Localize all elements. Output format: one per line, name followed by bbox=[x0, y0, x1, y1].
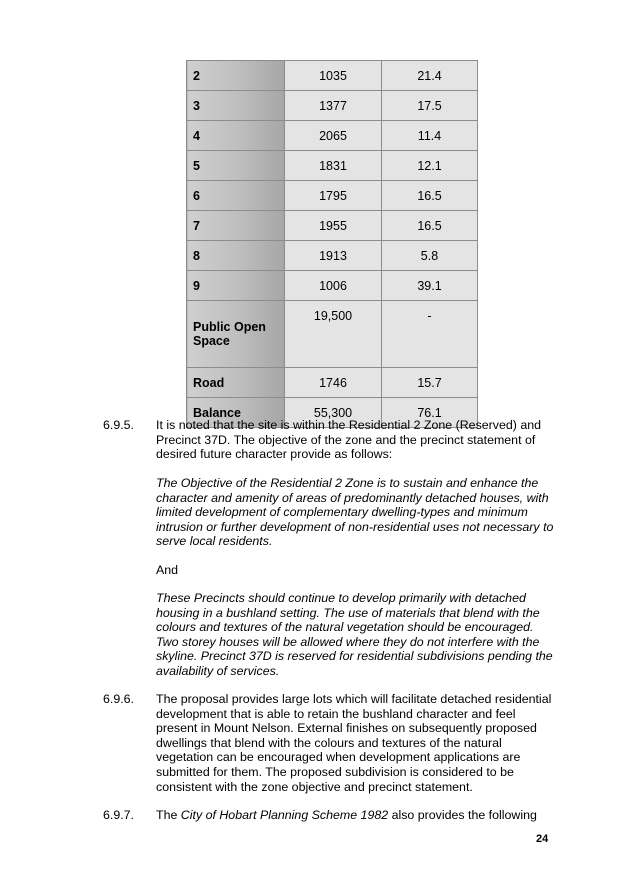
lot-cell: 6 bbox=[187, 181, 285, 211]
area-cell: 55,300 bbox=[285, 398, 382, 428]
page-number: 24 bbox=[536, 833, 549, 845]
table-row bbox=[187, 151, 478, 181]
value-cell: 21.4 bbox=[382, 61, 478, 91]
text-after: also provides the following bbox=[388, 808, 537, 822]
table-row bbox=[187, 91, 478, 121]
table-row bbox=[187, 121, 478, 151]
planning-scheme-title: City of Hobart Planning Scheme 1982 bbox=[180, 808, 389, 822]
lot-cell: 2 bbox=[187, 61, 285, 91]
value-cell: 16.5 bbox=[382, 181, 478, 211]
table-row bbox=[187, 301, 478, 368]
section-number-6-9-7: 6.9.7. bbox=[103, 808, 135, 822]
table-row bbox=[187, 368, 478, 398]
section-6-9-5-text: It is noted that the site is within the Residential 2 Zone (Reserved) and Precinct 37D. The objective of the zone and the precinct statement of desired future character provide as follows: bbox=[156, 418, 542, 462]
section-number-6-9-6: 6.9.6. bbox=[103, 692, 135, 706]
lot-cell: 5 bbox=[187, 151, 285, 181]
value-cell: 12.1 bbox=[382, 151, 478, 181]
value-cell: 15.7 bbox=[382, 368, 478, 398]
lot-area-table bbox=[186, 60, 478, 428]
table-row bbox=[187, 241, 478, 271]
lot-cell: 3 bbox=[187, 91, 285, 121]
area-cell: 1377 bbox=[285, 91, 382, 121]
table-row bbox=[187, 61, 478, 91]
area-cell: 1746 bbox=[285, 368, 382, 398]
section-6-9-7-text bbox=[156, 808, 556, 823]
section-6-9-6-text: The proposal provides large lots which will facilitate detached residential development that is able to retain the bushland character and feel present in Mount Nelson. External finishes on subsequently proposed dwellings that blend with the colours and textures of the natural vegetation can be encouraged when development applications are submitted for them. The proposed subdivision is considered to be consistent with the zone objective and precinct statement. bbox=[156, 692, 552, 794]
value-cell: - bbox=[382, 301, 478, 368]
value-cell: 39.1 bbox=[382, 271, 478, 301]
table-row bbox=[187, 211, 478, 241]
area-cell: 1913 bbox=[285, 241, 382, 271]
area-cell: 1006 bbox=[285, 271, 382, 301]
lot-cell: Road bbox=[187, 368, 285, 398]
table-row bbox=[187, 271, 478, 301]
area-cell: 2065 bbox=[285, 121, 382, 151]
lot-cell: Public Open Space bbox=[187, 301, 285, 368]
table-row bbox=[187, 181, 478, 211]
value-cell: 11.4 bbox=[382, 121, 478, 151]
area-cell: 19,500 bbox=[285, 301, 382, 368]
value-cell: 76.1 bbox=[382, 398, 478, 428]
section-number-6-9-5: 6.9.5. bbox=[103, 418, 135, 432]
zone-objective-quote: The Objective of the Residential 2 Zone is to sustain and enhance the character and amenity of areas of predominantly detached houses, with limited development of complementary dwelling-types and minimum intrusion or further development of non-residential uses not necessary to serve local residents. bbox=[156, 476, 554, 549]
lot-cell: 7 bbox=[187, 211, 285, 241]
lot-cell: 9 bbox=[187, 271, 285, 301]
value-cell: 16.5 bbox=[382, 211, 478, 241]
text-before: The bbox=[156, 808, 181, 822]
value-cell: 17.5 bbox=[382, 91, 478, 121]
area-cell: 1955 bbox=[285, 211, 382, 241]
area-cell: 1831 bbox=[285, 151, 382, 181]
lot-cell: 4 bbox=[187, 121, 285, 151]
lot-cell: 8 bbox=[187, 241, 285, 271]
area-cell: 1795 bbox=[285, 181, 382, 211]
lot-cell: Balance bbox=[187, 398, 285, 428]
area-cell: 1035 bbox=[285, 61, 382, 91]
precinct-statement-quote: These Precincts should continue to develop primarily with detached housing in a bushland setting. The use of materials that blend with the colours and textures of the natural vegetation should be encouraged. Two storey houses will be allowed where they do not interfere with the skyline. Precinct 37D is reserved for residential subdivisions pending the availability of services. bbox=[156, 591, 553, 678]
value-cell: 5.8 bbox=[382, 241, 478, 271]
and-text: And bbox=[156, 563, 179, 577]
